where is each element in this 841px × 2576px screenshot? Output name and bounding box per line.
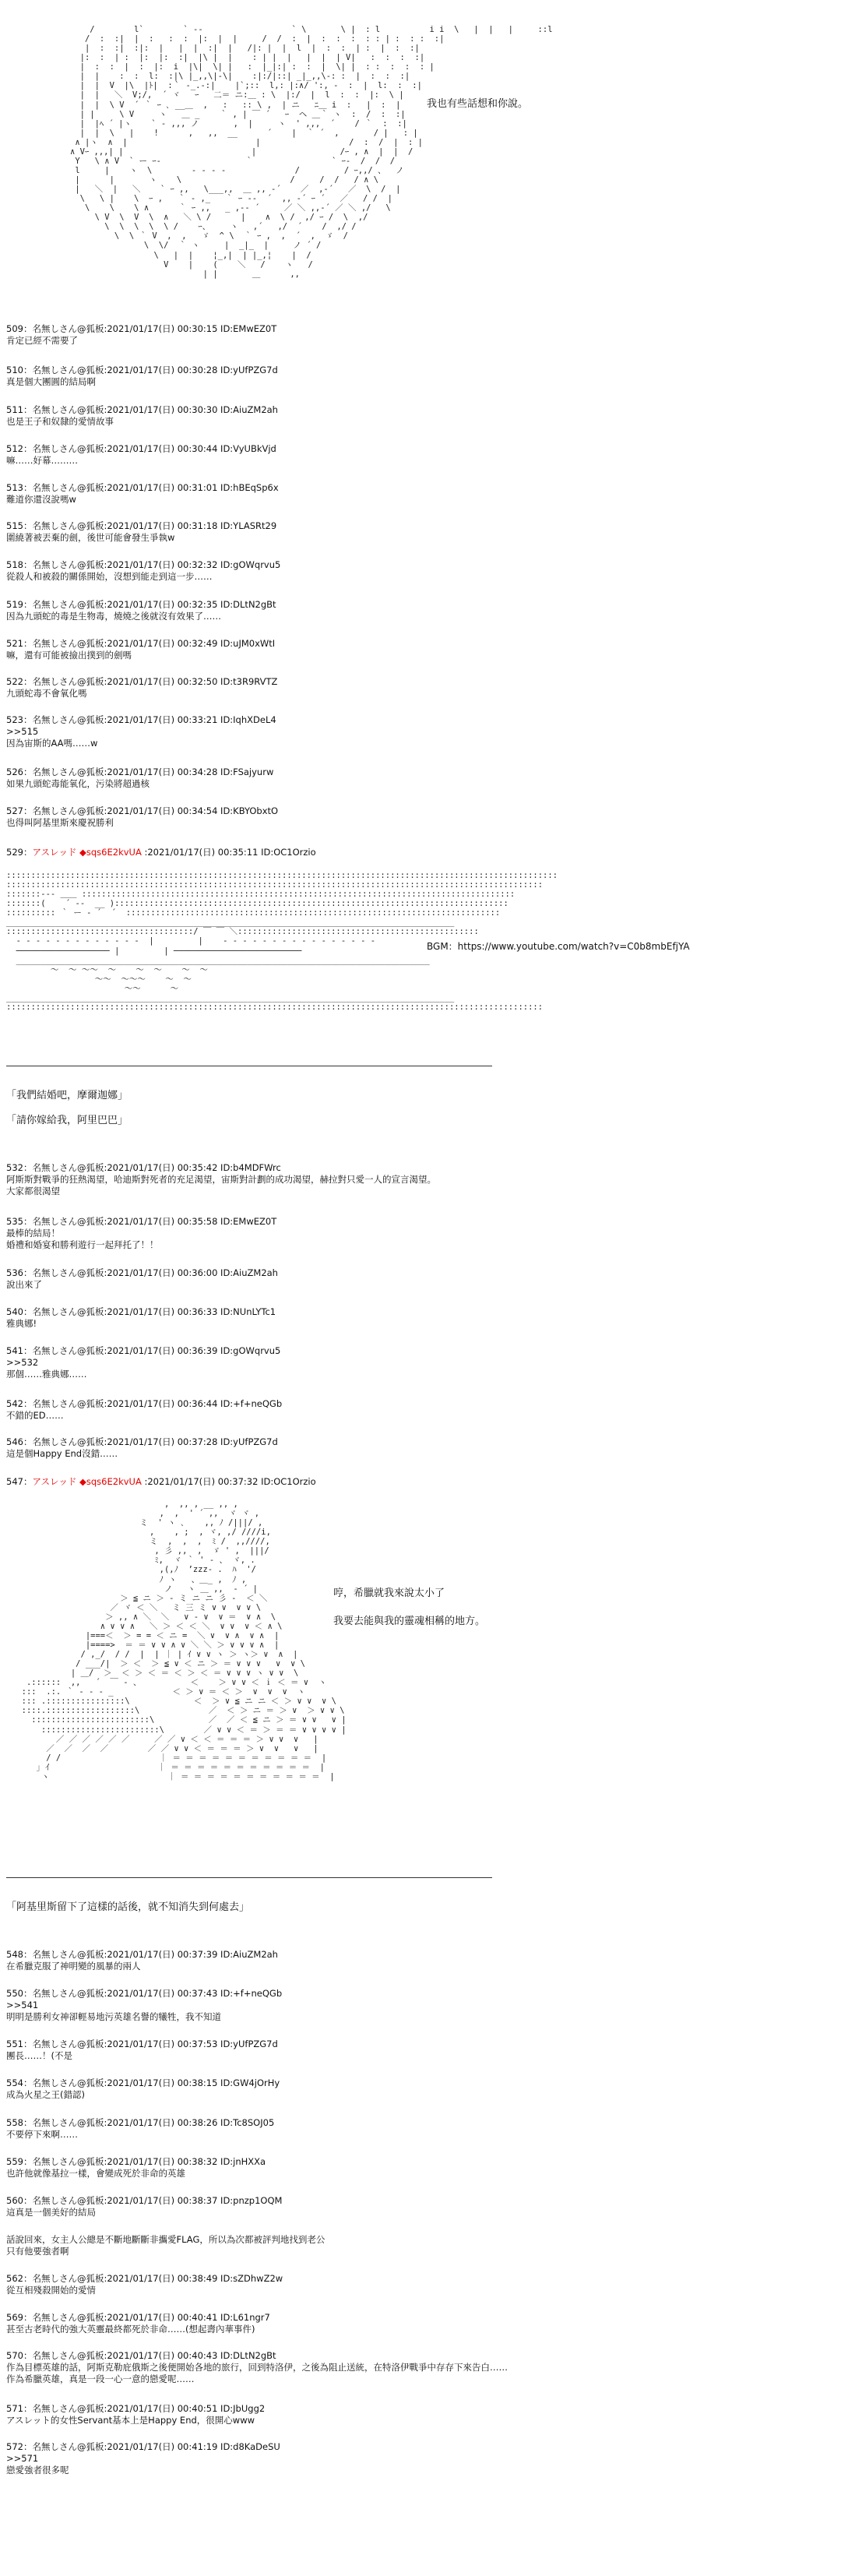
post: 562：名無しさん@狐板:2021/01/17(日) 00:38:49 ID:sZDhwZ2w 從互相殘殺開始的愛情 — [6, 2273, 283, 2296]
post: 513：名無しさん@狐板:2021/01/17(日) 00:31:01 ID:hBEqSp6x 難道你還沒說嗎w — [6, 482, 279, 505]
post: 569：名無しさん@狐板:2021/01/17(日) 00:40:41 ID:L61ngr7 甚至古老時代的強大英靈最終都死於非命……(想起壽內華事件) — [6, 2312, 270, 2335]
post: 536：名無しさん@狐板:2021/01/17(日) 00:36:00 ID:AiuZM2ah 說出來了 — [6, 1267, 278, 1290]
post: 526：名無しさん@狐板:2021/01/17(日) 00:34:28 ID:FSajyurw 如果九頭蛇毒能氧化，污染將超過核 — [6, 766, 274, 789]
post: 554：名無しさん@狐板:2021/01/17(日) 00:38:15 ID:GW4jOrHy 成為火星之王(錯認) — [6, 2077, 280, 2100]
aa-art-sunset-scene: :::::::::::::::::::::::::::::::::::::::::::::::::::::::::::::::::::::::::::::::::::::::::::::::::::::::::::::::: ::::::::::::::::::::::::::::::::::::::::::::::::::::::::::::::::::::::::::::::::::::::::::::::::::::::::::::: :::::::‐-- ＿＿ :::::::::::::::::::::::::::::::::::::::::::::::::::::::::::::::::::::::::::::::::::::::: :::::::( ´ ‐- __ ):::::::::::::::::::::::::::::::::::::::::::::::::::::::::::::::::::::::::::::::: :::::::::: ｀ ー ‐ ´ ´ :::::::::::::::::::::::::::::::::::::::::::::::::::::::::::::::::::::::::::: ___________________________________________________________________________________________ ::::::::::::::::::::::::::::::::::::::/ ￣ ￣ ＼::::::::::::::::::::::::::::::::::::::::::::::::: ‐ ‐ ‐ ‐ ‐ ‐ ‐ ‐ ‐ ‐ ‐ ‐ ‐ | | ‐ ‐ ‐ ‐ ‐ ‐ ‐ ‐ ‐ ‐ ‐ ‐ ‐ ‐ ‐ ‐ ─────────────────── | | ────────────────────────── ____________________________________________________________________________________ ～ ～ ～～ ～ ～ ～ ～ ～ ～～ ～～～ ～ ～ ～～ ～ ___________________________________________________________________________________________ ::::::::::::::::::::::::::::::::::::::::::::::::::::::::::::::::::::::::::::::::::::::::::::::::::::::::::::: — [6, 871, 558, 1012]
post: 546：名無しさん@狐板:2021/01/17(日) 00:37:28 ID:yUfPZG7d 這是個Happy End沒錯…… — [6, 1436, 278, 1459]
post: 532：名無しさん@狐板:2021/01/17(日) 00:35:42 ID:b4MDFWrc 阿斯斯對戰爭的狂熱渴望，哈迪斯對死者的充足渴望，宙斯對計劃的成功渴望，赫拉對只愛一人的宣言渴望。 大家都很渴望 — [6, 1162, 436, 1196]
op-post: 547：アスレッド ◆sqs6E2kvUA :2021/01/17(日) 00:37:32 ID:OC1Orzio — [6, 1476, 316, 1487]
post: 511：名無しさん@狐板:2021/01/17(日) 00:30:30 ID:AiuZM2ah 也是王子和奴隸的愛情故事 — [6, 404, 278, 427]
post: 515：名無しさん@狐板:2021/01/17(日) 00:31:18 ID:YLASRt29 圍繞著被丟棄的劍，後世可能會發生爭執w — [6, 520, 277, 543]
narration: 「阿基里斯留下了這樣的話後，就不知消失到何處去」 — [6, 1901, 250, 1913]
post: 560：名無しさん@狐板:2021/01/17(日) 00:38:37 ID:pnzp1OQM 這真是一個美好的結局 — [6, 2195, 283, 2218]
dialog-line: 「我們結婚吧，摩爾迦娜」 — [6, 1090, 128, 1101]
post: 541：名無しさん@狐板:2021/01/17(日) 00:36:39 ID:gOWqrvu5 >>532 那個……雅典娜…… — [6, 1345, 281, 1380]
dialogue-caption-1: 我也有些話想和你說。 — [427, 98, 529, 110]
post: 548：名無しさん@狐板:2021/01/17(日) 00:37:39 ID:AiuZM2ah 在希臘克服了神明變的風暴的兩人 — [6, 1949, 278, 1972]
post-continued: 話說回來，女主人公總是不斷地斷斷非攜愛FLAG，所以為次都被評判地找到老公 只有他要強者啊 — [6, 2234, 325, 2257]
post: 570：名無しさん@狐板:2021/01/17(日) 00:40:43 ID:DLtN2gBt 作為目標英雄的話，阿斯克勒庇俄斯之後便開始各地的旅行，回到特洛伊，之後為阻止送統，在特洛伊戰爭中存存下來告白…… 作為希臘英雄，真是一段一心一意的戀愛呢…… — [6, 2350, 508, 2384]
op-post: 529：アスレッド ◆sqs6E2kvUA :2021/01/17(日) 00:35:11 ID:OC1Orzio — [6, 847, 316, 858]
post: 509：名無しさん@狐板:2021/01/17(日) 00:30:15 ID:EMwEZ0T 肯定已經不需要了 — [6, 323, 277, 346]
dialogue-caption-2: 哼，希臘就我來說太小了 — [333, 1588, 445, 1599]
post: 518：名無しさん@狐板:2021/01/17(日) 00:32:32 ID:gOWqrvu5 從殺人和被殺的關係開始，沒想到能走到這一步…… — [6, 559, 281, 582]
dialogue-caption-3: 我要去能與我的靈魂相稱的地方。 — [333, 1616, 486, 1627]
post: 571：名無しさん@狐板:2021/01/17(日) 00:40:51 ID:JbUgg2 アスレット的女性Servant基本上是Happy End，很開心www — [6, 2403, 266, 2426]
post: 523：名無しさん@狐板:2021/01/17(日) 00:33:21 ID:IqhXDeL4 >>515 因為宙斯的AA嗎……w — [6, 714, 276, 749]
post: 512：名無しさん@狐板:2021/01/17(日) 00:30:44 ID:VyUBkVjd 嘛……好幕……… — [6, 443, 276, 466]
post: 551：名無しさん@狐板:2021/01/17(日) 00:37:53 ID:yUfPZG7d 團長……！(不是 — [6, 2039, 278, 2061]
post: 527：名無しさん@狐板:2021/01/17(日) 00:34:54 ID:KBYObxtO 也得叫阿基里斯來慶祝勝利 — [6, 805, 279, 828]
post: 542：名無しさん@狐板:2021/01/17(日) 00:36:44 ID:+f+neQGb 不錯的ED…… — [6, 1398, 283, 1421]
divider — [6, 1877, 492, 1878]
post: 522：名無しさん@狐板:2021/01/17(日) 00:32:50 ID:t3R9RVTZ 九頭蛇毒不會氧化嗎 — [6, 676, 278, 699]
post: 510：名無しさん@狐板:2021/01/17(日) 00:30:28 ID:yUfPZG7d 真是個大團圓的結局啊 — [6, 365, 278, 387]
aa-art-character-1: / l` ` -- ` \ \ | : l i i \ | | | ::l / : :| | : : : |: | | / / : | : : : : : | : : : :| | : :| :|: | | | :| | /|: | | l | : : | : | : :| |: : | : |: |: :| |\ | | : | | | | | | V| : : : :| | : : | : |: i |\| \| | : |_|:| : : | \| | : : : : : | | | : : l: :|\ |_,,\|-\| :|:/|::| _|_,,\-: : | : : :| | | V |\ |ﾄ| :｀ -_.-:| |`;:: l,: |:∧/ ':, - : | l: : :| | | ＼ V;/, ´ ヾ ｰ 二＝ ニ:＿ : \ |:/ | l : : |: \ | | | \ V ´ ｀ ｰ ､ __＿ , : :: \ , | ニ ﾆ＿ i : | : | | | \ V ヽ ＿ _ ｀ , | ￣ ´ ｰ ヘ ＿｀ ヽ : / : :| | |ﾍ ´ |ヽ ` ‐ ,,, ノ , | ヽ ' ,,, ´ / ｀ : :| | | \ | ! , ,, __ ´ | ｀ ´ , / | : | ∧ |ヽ ∧ | | / : / | : | ∧ Vｰ ,,,| | | /ｰ , ∧ | | / Y \ ∧ V ` ー ｰ- ｀ ` ｰ- / / / l | ヽ \ - ‐ ‐ - / / ｰ,,/ 、 ノ | | ヽ \ / / / / ∧ \ | ＼ | ＼ ` ｰ ,, \___,, ＿ ,, ‐´ ／ ,-´ ／ \ / | \ \ | \ ｰ , ｀ ‐ ,_ ｀ ｰ -‐ ´ ,, ‐´ ｰ ´ ／ / / | \ \ \ ∧ ｀ ｰ ,, _ ,-‐ ´ ／ ＼ ,,-´ ／ ＼ ,/ \ \ V \ V \ ∧ ＼ \ / | ∧ \ / ,/ ｰ / \ ,/ \ \ \ \ \ / ｰ、 ヽ ,´ ,/ ´ / ,/ / \ \ ｀ V , , ゞ ^ \ ｀ ｰ , , ´ , ゞ / \ \/ ｀ ヽ | _|_ | ノ ´ / \ | | ¦_,| | |_,¦ | / V | ( ＼ / ヽ / | | ＿ ,, — [70, 25, 553, 279]
aa-art-character-2: , ,, , __ ,, , , , ' ´ ,, ヾ ヾ , ミ ' ヽ ､ ,, ﾉ /|||/ , , , ; , ヾ, ,/ ////i, ミ , , , ﾐ / ,,////, , 彡 ,, , ゞ ' , |||/ ﾐ, ヾ ｀ ' ‐ 、 ヾ, . ,(,ﾉ ’zzz‐ . ﾊ '/ ﾉ ヽ 、＿_ , ﾉ , ノ ヽ ＿ ,, ‐ ´ | ＞ ≦ ニ ＞ - ミ ニ ニ 彡 ‐ ＜ ＼ ／ ヾ ＜ ＼ ミ 三 ミ ∨ ∨ ∨ ∨ \ ＞ ,, ∧ ＼ ＼ ∨ ‐ ∨ ∨ ＝ ∨ ∧ \ ∧ ∨ ∨ ∧ ＼ ＞ ＜ ＜ ＼ ∨ ∨ ∨ ＜ ∧ \ |===＜ ＞ = = ＜ ニ = ＼ ∨ ∨ ∧ ∨ ∧ | |====> ＝ ＝ ∨ ∨ ∧ ∨ ＼ ＼ ＞ ∨ ∨ ∨ ∧ | / ,_/ / / | | ｜ | ｲ ∨ ∨ ヽ ＞ ヽ＞ ∨ ∧ | / ___/| ＞ ＜ ＞ ≦ ∨ ＜ ニ ＞ ＝ ∨ ∨ ∨ ∨ ∨ \ | ＿/ ＞ ＜ ＞ ＜ ＝ ＜ ＞ ＜ ＝ ∨ ∨ ∨ ヽ ∨ ∨ \ .:::::: ,, ´ ￣ ‐ 、 ＜ ＞ ∨ ∨ ＜ ｉ ＜ ＝ ∨ ヽ ::: .:. ｀ ‐ ‐ ‐ _ ＜ ＞ ∨ ＝ ＜ ＞ ∨ ∨ ∨ ヽ ::: .::::::::::::::::\ ＜ ＞ ∨ ≦ ニ ニ ＜ ＞ ∨ ∨ ∨ \ ::::.::::::::::::::::::\ ／ ＜ ＞ ニ ＝ ＞ ∨ ＞ ∨ ∨ \ ::::::::::::::::::::::::\ ／ ／ ＜ ≦ ニ ＞ ＝ ∨ ∨ ∨ | ::::::::::::::::::::::::\ ／ ∨ ∨ ＜ ＝ ＞ ＝ ＝ ∨ ∨ ∨ ∨ | ／ ／ ／ ／ ／ ／ ／ ／ ∨ ＜ ＜ ＝ ＝ ＝ ＞ ∨ ∨ ∨ | ／ ／ ／ ／ ／ ／ ∨ ∨ ＜ ＝ ＝ ＝ ＞ ∨ ∨ ∨ | / / ｜ ＝ ＝ ＝ ＝ ＝ ＝ ＝ ＝ ＝ ＝ ＝ | ｣ ｲ ｜ ＝ ＝ ＝ ＝ ＝ ＝ ＝ ＝ ＝ ＝ ＝ | ヽ ｜ ＝ ＝ ＝ ＝ ＝ ＝ ＝ ＝ ＝ ＝ ＝ | — [21, 1499, 347, 1781]
dialog-line: 「請你嫁給我，阿里巴巴」 — [6, 1115, 128, 1126]
post: 559：名無しさん@狐板:2021/01/17(日) 00:38:32 ID:jnHXXa 也許他就像基拉一樣，會變成死於非命的英雄 — [6, 2156, 266, 2179]
bgm-link[interactable]: BGM：https://www.youtube.com/watch?v=C0b8mbEfjYA — [427, 941, 690, 952]
post: 572：名無しさん@狐板:2021/01/17(日) 00:41:19 ID:d8KaDeSU >>571 戀愛強者很多呢 — [6, 2441, 280, 2476]
post: 550：名無しさん@狐板:2021/01/17(日) 00:37:43 ID:+f+neQGb >>541 明明是勝利女神卻輕易地污英雄名譽的犧牲，我不知道 — [6, 1988, 283, 2022]
post: 519：名無しさん@狐板:2021/01/17(日) 00:32:35 ID:DLtN2gBt 因為九頭蛇的毒是生物毒，燒燒之後就沒有效果了…… — [6, 599, 276, 622]
post: 521：名無しさん@狐板:2021/01/17(日) 00:32:49 ID:uJM0xWtI 嘛，還有可能被撿出撲到的劍嗎 — [6, 638, 276, 661]
post: 540：名無しさん@狐板:2021/01/17(日) 00:36:33 ID:NUnLYTc1 雅典娜! — [6, 1306, 276, 1329]
post: 558：名無しさん@狐板:2021/01/17(日) 00:38:26 ID:Tc8SOJ05 不要停下來啊…… — [6, 2117, 275, 2140]
post: 535：名無しさん@狐板:2021/01/17(日) 00:35:58 ID:EMwEZ0T 最棒的結局！ 婚禮和婚宴和勝利遊行一起拜托了！！ — [6, 1216, 277, 1250]
